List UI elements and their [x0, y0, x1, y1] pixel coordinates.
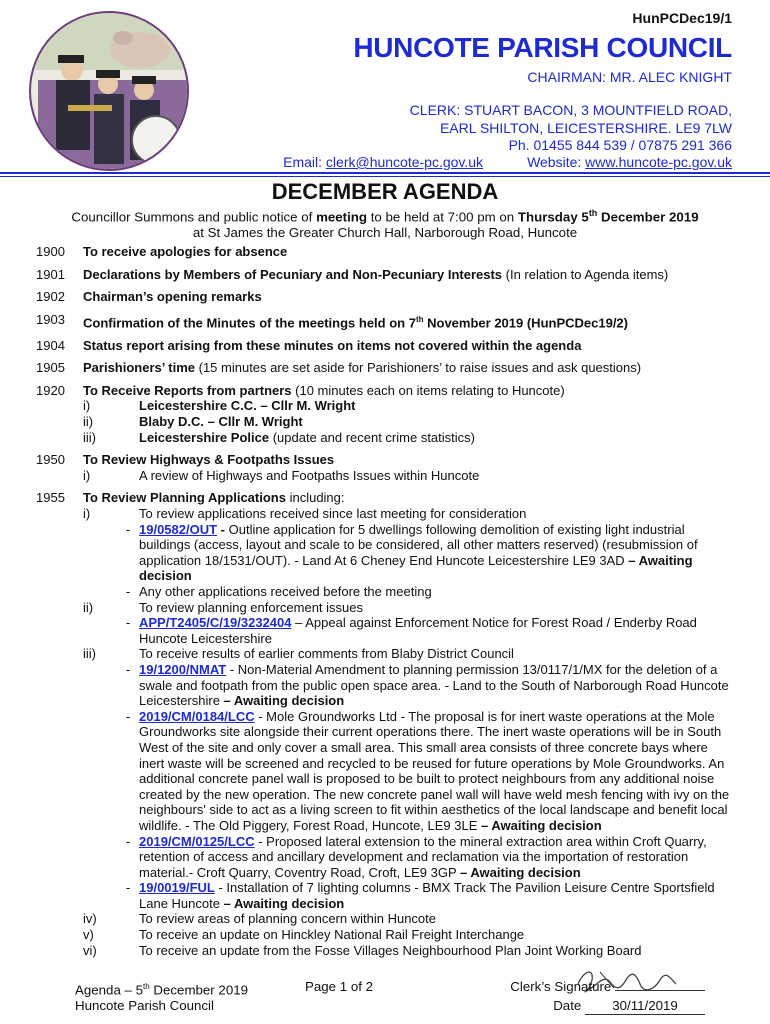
sub-item: i) Leicestershire C.C. – Cllr M. Wright: [83, 398, 356, 414]
date-value: 30/11/2019: [585, 998, 705, 1015]
agenda-item-1905: 1905 Parishioners’ time (15 minutes are set aside for Parishioners’ to raise issues and ask questions): [36, 360, 642, 376]
application-link[interactable]: 19/0019/FUL: [139, 880, 215, 896]
agenda-item-1904: 1904 Status report arising from these minutes on items not covered within the agenda: [36, 337, 582, 353]
website-label: Website:: [527, 154, 586, 170]
planning-application: - 2019/CM/0184/LCC - Mole Groundworks Ltd - The proposal is for inert waste operations at the Mole Groundworks site alongside their current operations there. The inert waste operations will be in South West of the site and only cover a small area. This small area consists of three concrete bays where inert waste will be screened and recycled to be reused for future operations by Mole Groundworks. An additional concrete panel wall is proposed to be built to protect neighbours from any additional noise created by the new operation. The new concrete panel wall will have weld mesh fencing with ivy on the neighbours' side to act as a living screen to fit within aesthetics of the local landscape and benefit local wildlife. - The Old Piggery, Forest Road, Huncote, LE9 3LE – Awaiting decision: [125, 708, 730, 833]
contact-line: [283, 154, 732, 170]
clerk-address-line-1: CLERK: STUART BACON, 3 MOUNTFIELD ROAD,: [409, 102, 732, 118]
sub-item: iii) Leicestershire Police (update and recent crime statistics): [83, 429, 475, 445]
date-field: Date 30/11/2019: [465, 998, 705, 1015]
council-logo-image: [28, 10, 190, 172]
sub-item: iv) To review areas of planning concern within Huncote: [83, 911, 437, 927]
sub-item: i) To review applications received since last meeting for consideration - 19/0582/OUT - Outline application for 5 dwellings following demolition of existing light industrial buildings (access, layout and scale to be considered, all other matters reserved) (resubmission of application 18/1531/OUT). - Land At 6 Cheney End Huncote Leicestershire LE9 3AD – Awaiting decision - Any other applications received before the meeting: [83, 506, 736, 600]
phone-line: Ph. 01455 844 539 / 07875 291 366: [508, 137, 732, 153]
agenda-item-1901: 1901 Declarations by Members of Pecuniary and Non-Pecuniary Interests (In relation to Agenda items): [36, 266, 669, 282]
agenda-item-1900: 1900 To receive apologies for absence: [36, 244, 288, 259]
website-link[interactable]: www.huncote-pc.gov.uk: [585, 154, 732, 170]
sub-item: ii) To review planning enforcement issues - APP/T2405/C/19/3232404 – Appeal against Enforcement Notice for Forest Road / Enderby Road Huncote Leicestershire: [83, 600, 736, 647]
sub-item: v) To receive an update on Hinckley National Rail Freight Interchange: [83, 927, 525, 943]
footer-council-name: Huncote Parish Council: [75, 998, 214, 1014]
summons-notice: Councillor Summons and public notice of meeting to be held at 7:00 pm on Thursday 5th December 2019 at St James the Greater Church Hall, Narborough Road, Huncote: [71, 208, 699, 241]
sub-item: iii) To receive results of earlier comments from Blaby District Council - 19/1200/NMAT - Non-Material Amendment to planning permission 13/0117/1/MX for the deletion of a swale and footpath from the public open space area. - Land to the South of Narborough Road Huncote Leicestershire – Awaiting decision - 2019/CM/0184/LCC - Mole Groundworks Ltd - The proposal is for inert waste operations at the Mole Groundworks site alongside their current operations there. The inert waste operations will be in South West of the site and only cover a small area. This small area consists of three concrete bays where inert waste will be screened and recycled to be reused for future operations by Mole Groundworks. An additional concrete panel wall is proposed to be built to protect neighbours from any additional noise created by the new operation. The new concrete panel wall will have weld mesh fencing with ivy on the neighbours' side to act as a living screen to fit within aesthetics of the local landscape and benefit local wildlife. - The Old Piggery, Forest Road, Huncote, LE9 3LE – Awaiting decision - 2019/CM/0125/LCC - Proposed lateral extension to the mineral extraction area within Croft Quarry, retention of access and ancillary development and reclamation via the importation of restoration material.- Croft Quarry, Coventry Road, Croft, LE9 3GP – Awaiting decision - 19/0019/FUL - Installation of 7 lighting columns - BMX Track The Pavilion Leisure Centre Sportsfield Lane Huncote – Awaiting decision: [83, 646, 736, 911]
planning-application: - 19/0019/FUL - Installation of 7 lighting columns - BMX Track The Pavilion Leisure Centre Sportsfield Lane Huncote – Awaiting decision: [125, 880, 715, 911]
application-link[interactable]: 2019/CM/0125/LCC: [139, 833, 255, 849]
planning-application: - 19/0582/OUT - Outline application for 5 dwellings following demolition of existing light industrial buildings (access, layout and scale to be considered, all other matters reserved) (resubmission of application 18/1531/OUT). - Land At 6 Cheney End Huncote Leicestershire LE9 3AD – Awaiting decision: [125, 521, 698, 584]
sub-item: vi) To receive an update from the Fosse Villages Neighbourhood Plan Joint Working Board: [83, 942, 642, 958]
page-number: Page 1 of 2: [305, 979, 374, 994]
email-link[interactable]: clerk@huncote-pc.gov.uk: [325, 154, 484, 170]
header-divider: [0, 172, 770, 174]
sub-item: ii) Blaby D.C. – Cllr M. Wright: [83, 414, 303, 430]
agenda-title: DECEMBER AGENDA: [271, 179, 499, 204]
header-divider-thin: [0, 176, 770, 177]
agenda-body: [36, 244, 736, 965]
planning-application: - Any other applications received before the meeting: [125, 584, 432, 600]
agenda-item-1955: 1955 To Review Planning Applications including: i) To review applications received since last meeting for consideration - 19/0582/OUT - Outline application for 5 dwellings following demolition of existing light industrial buildings (access, layout and scale to be considered, all other matters reserved) (resubmission of application 18/1531/OUT). - Land At 6 Cheney End Huncote Leicestershire LE9 3AD – Awaiting decision - Any other applications received before the meeting ii) To review planning enforcement issues - APP/T2405/C/19/3232404 – Appeal against Enforcement Notice for Forest Road / Enderby Road Huncote Leicestershire iii) To receive results of earlier comments from Blaby District Council - 19/1200/NMAT - Non-Material Amendment to planning permission 13/0117/1/MX for the deletion of a swale and footpath from the public open space area. - Land to the South of Narborough Road Huncote Leicestershire – Awaiting decision - 2019/CM/0184/LCC - Mole Groundworks Ltd - The proposal is for inert waste operations at the Mole Groundworks site alongside their current operations there. The inert waste operations will be in South West of the site and only cover a small area. This small area consists of three concrete bays where inert waste will be screened and recycled to be reused for future operations by Mole Groundworks. An additional concrete panel wall is proposed to be built to protect neighbours from any additional noise created by the new operation. The new concrete panel wall will have weld mesh fencing with ivy on the neighbours' side to act as a living screen to fit within aesthetics of the local landscape and benefit local wildlife. - The Old Piggery, Forest Road, Huncote, LE9 3LE – Awaiting decision - 2019/CM/0125/LCC - Proposed lateral extension to the mineral extraction area within Croft Quarry, retention of access and ancillary development and reclamation via the importation of restoration material.- Croft Quarry, Coventry Road, Croft, LE9 3GP – Awaiting decision - 19/0019/FUL - Installation of 7 lighting columns - BMX Track The Pavilion Leisure Centre Sportsfield Lane Huncote – Awaiting decision iv) To review areas of planning concern within Huncote v) To receive an update on Hinckley National Rail Freight Interchange vi) To receive an update from the Fosse Villages Neighbourhood Plan Joint Working Board: [36, 490, 736, 958]
sub-item: i) A review of Highways and Footpaths Issues within Huncote: [83, 467, 480, 483]
planning-application: - 19/1200/NMAT - Non-Material Amendment to planning permission 13/0117/1/MX for the deletion of a swale and footpath from the public open space area. - Land to the South of Narborough Road Huncote Leicestershire – Awaiting decision: [125, 661, 729, 709]
application-link[interactable]: 19/0582/OUT: [139, 521, 218, 537]
application-link[interactable]: APP/T2405/C/19/3232404: [139, 615, 292, 631]
agenda-item-1903: 1903 Confirmation of the Minutes of the meetings held on 7th November 2019 (HunPCDec19/2): [36, 311, 628, 331]
document-reference: HunPCDec19/1: [632, 10, 732, 26]
email-label: Email:: [283, 154, 326, 170]
planning-application: - APP/T2405/C/19/3232404 – Appeal against Enforcement Notice for Forest Road / Enderby Road Huncote Leicestershire: [125, 615, 697, 646]
planning-application: - 2019/CM/0125/LCC - Proposed lateral extension to the mineral extraction area within Croft Quarry, retention of access and ancillary development and reclamation via the importation of restoration material.- Croft Quarry, Coventry Road, Croft, LE9 3GP – Awaiting decision: [125, 833, 707, 880]
application-link[interactable]: 19/1200/NMAT: [139, 661, 227, 677]
chairman-line: CHAIRMAN: MR. ALEC KNIGHT: [527, 69, 732, 85]
footer-agenda-date: Agenda – 5th December 2019: [75, 982, 249, 998]
page-footer: [75, 979, 705, 1015]
application-link[interactable]: 2019/CM/0184/LCC: [139, 708, 255, 724]
agenda-item-1950: 1950 To Review Highways & Footpaths Issues i) A review of Highways and Footpaths Issues within Huncote: [36, 452, 736, 483]
agenda-item-1920: 1920 To Receive Reports from partners (10 minutes each on items relating to Huncote) i) Leicestershire C.C. – Cllr M. Wright ii) Blaby D.C. – Cllr M. Wright iii) Leicestershire Police (update and recent crime statistics): [36, 383, 736, 445]
council-name: HUNCOTE PARISH COUNCIL: [353, 32, 732, 63]
clerk-address-line-2: EARL SHILTON, LEICESTERSHIRE. LE9 7LW: [439, 120, 732, 136]
signature-label: Clerk’s Signature: [465, 979, 705, 998]
agenda-item-1902: 1902 Chairman’s opening remarks: [36, 289, 262, 305]
